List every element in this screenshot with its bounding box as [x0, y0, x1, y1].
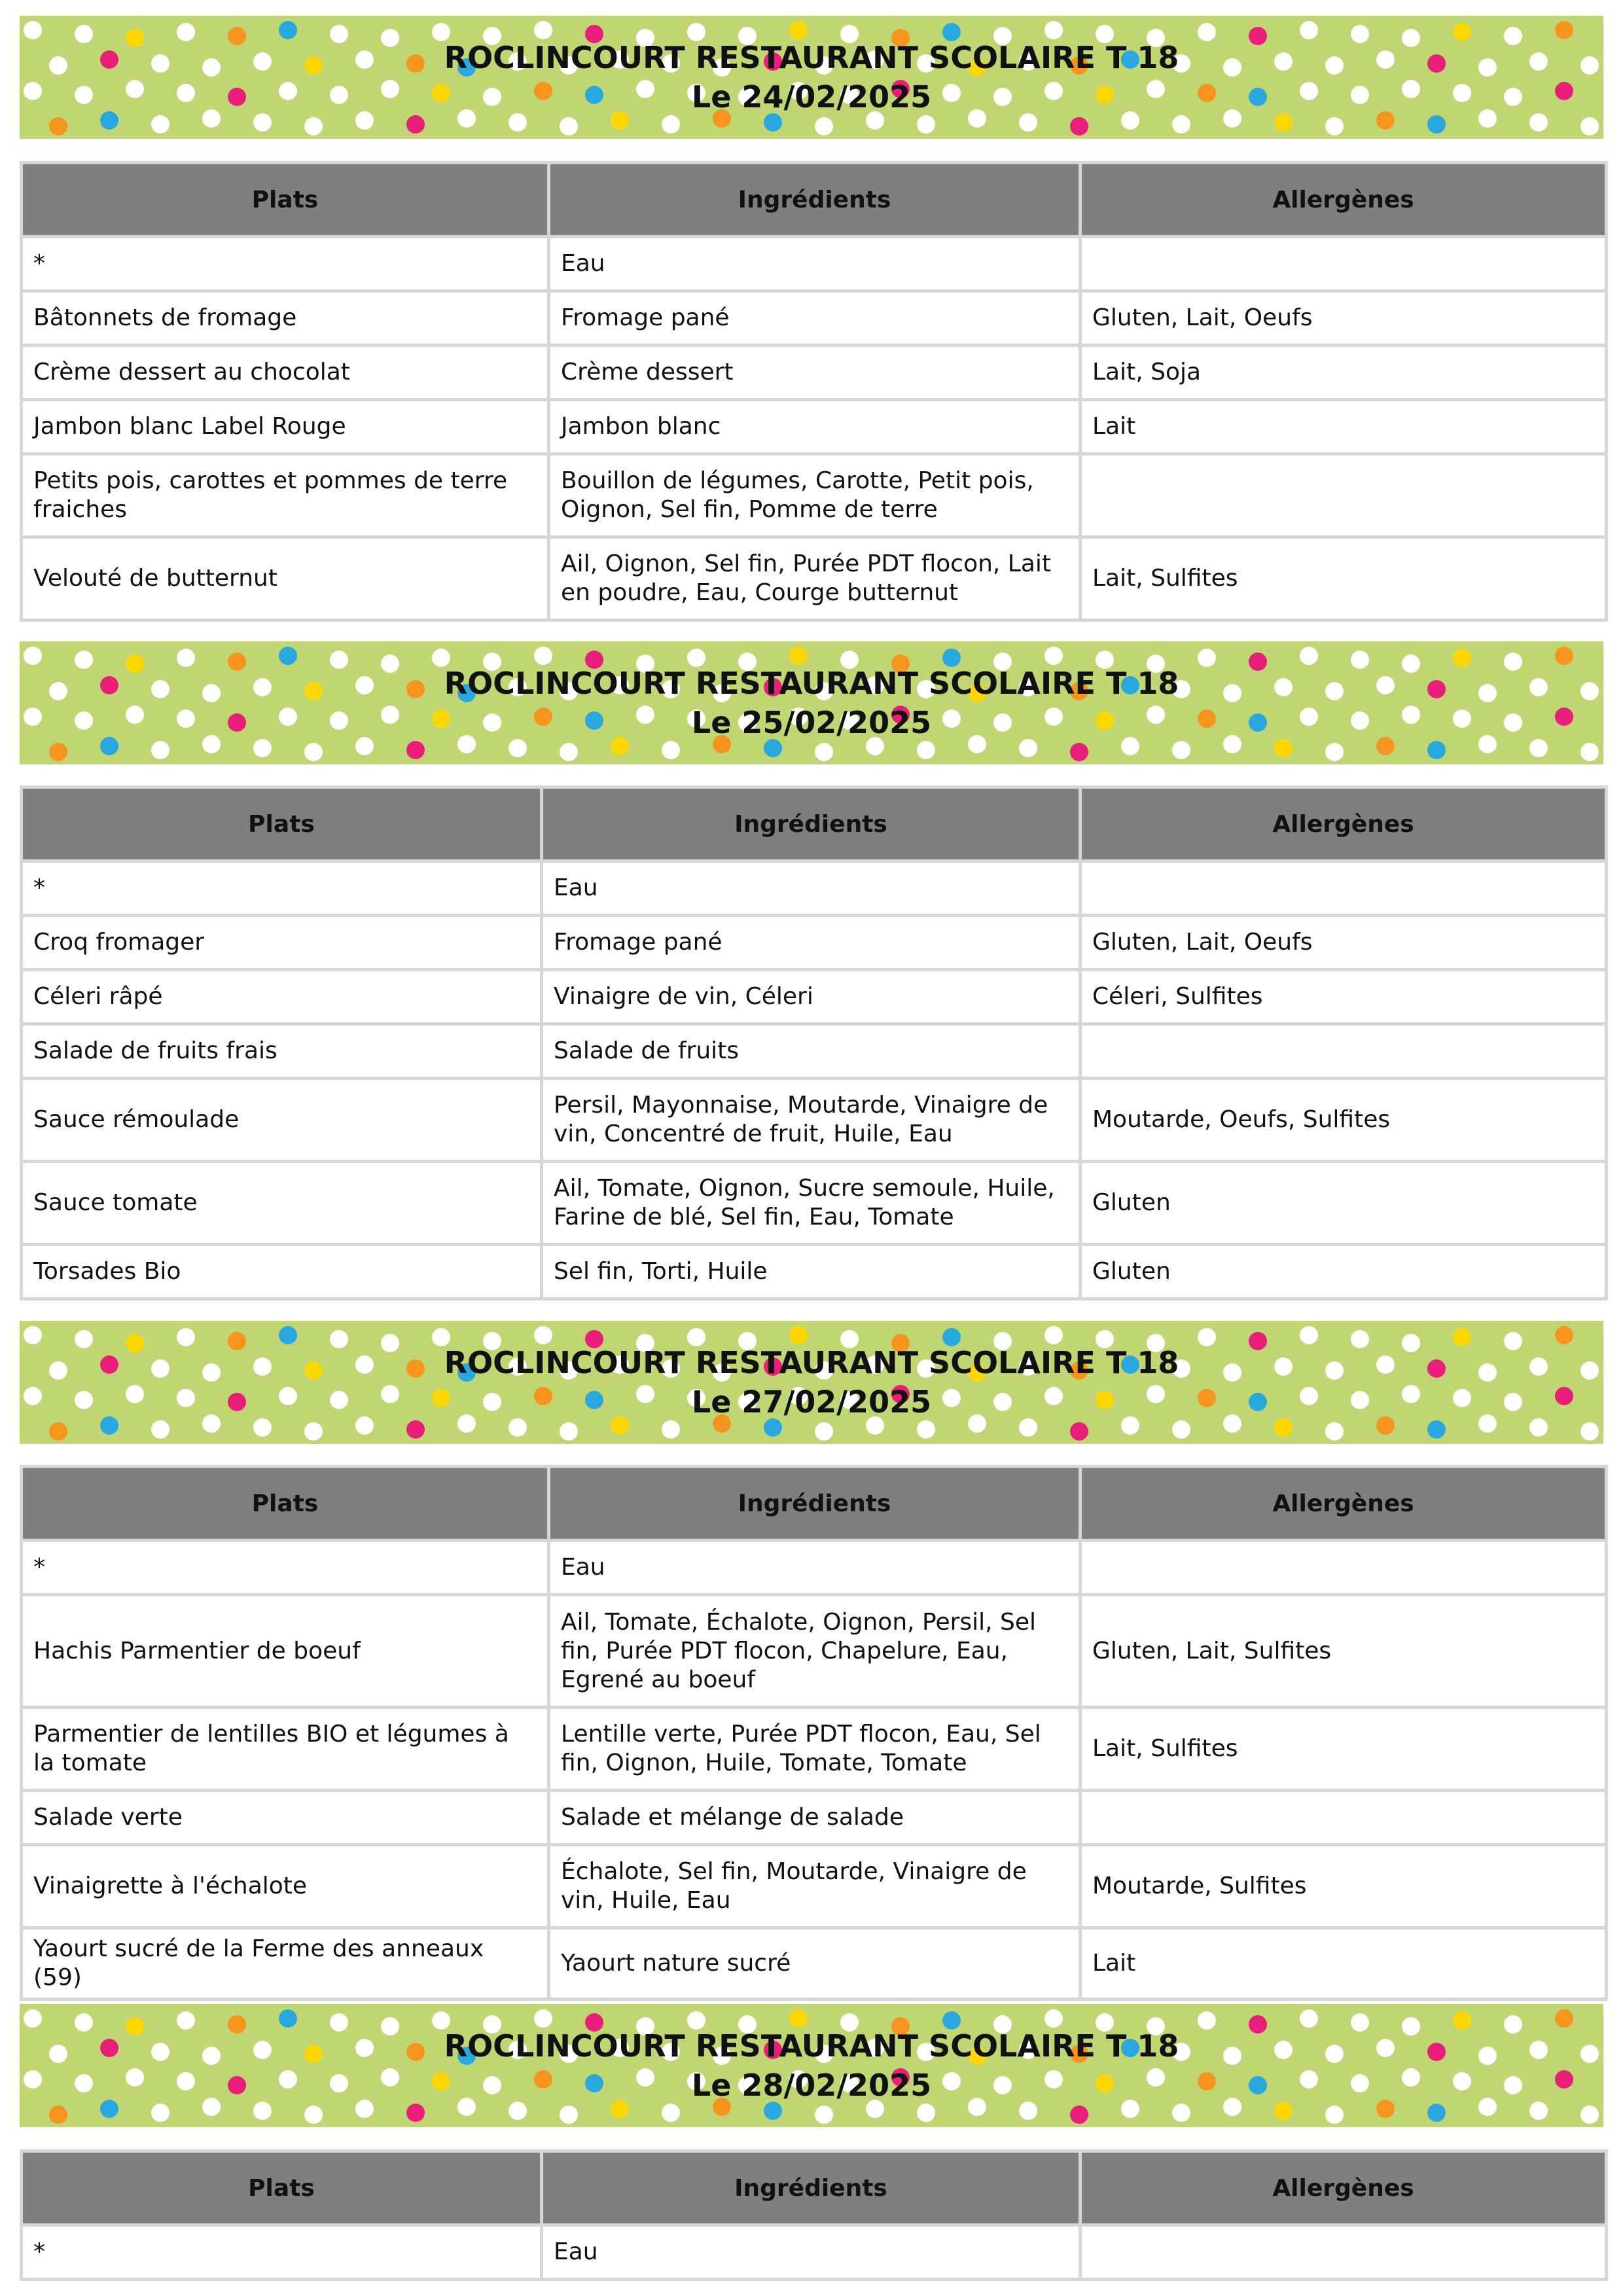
dish-cell: Céleri râpé	[22, 970, 542, 1024]
table-row	[22, 2225, 1607, 2280]
ingredients-cell: Crème dessert	[549, 346, 1080, 400]
menu-table	[20, 161, 1608, 622]
allergens-cell: Moutarde, Sulfites	[1080, 1845, 1607, 1928]
restaurant-title: ROCLINCOURT RESTAURANT SCOLAIRE T 18	[444, 1345, 1179, 1380]
column-header-ingredients: Ingrédients	[549, 1467, 1080, 1541]
day-banner	[20, 1321, 1603, 1444]
restaurant-title: ROCLINCOURT RESTAURANT SCOLAIRE T 18	[444, 666, 1179, 701]
allergens-cell	[1080, 454, 1607, 537]
table-row	[22, 346, 1607, 400]
dish-cell: Petits pois, carottes et pommes de terre fraiches	[22, 454, 549, 537]
column-header-plats: Plats	[22, 787, 542, 861]
table-header-row	[22, 163, 1607, 237]
ingredients-cell: Fromage pané	[542, 916, 1080, 970]
ingredients-cell: Vinaigre de vin, Céleri	[542, 970, 1080, 1024]
dish-cell: Yaourt sucré de la Ferme des anneaux (59)	[22, 1928, 549, 2000]
column-header-allergenes: Allergènes	[1080, 2151, 1607, 2225]
ingredients-cell: Eau	[549, 1541, 1080, 1595]
dish-cell: Velouté de butternut	[22, 537, 549, 620]
ingredients-cell: Sel fin, Torti, Huile	[542, 1245, 1080, 1299]
column-header-plats: Plats	[22, 2151, 542, 2225]
dish-cell: Crème dessert au chocolat	[22, 346, 549, 400]
dish-cell: Salade verte	[22, 1791, 549, 1845]
ingredients-cell: Lentille verte, Purée PDT flocon, Eau, Sel fin, Oignon, Huile, Tomate, Tomate	[549, 1708, 1080, 1791]
ingredients-cell: Eau	[549, 237, 1080, 291]
day-banner	[20, 16, 1603, 139]
allergens-cell	[1080, 2225, 1607, 2280]
dish-cell: Sauce tomate	[22, 1162, 542, 1245]
table-row	[22, 861, 1607, 916]
ingredients-cell: Yaourt nature sucré	[549, 1928, 1080, 2000]
menu-table	[20, 1465, 1608, 2001]
table-row	[22, 1845, 1607, 1928]
table-row	[22, 1079, 1607, 1162]
table-header-row	[22, 787, 1607, 861]
table-row	[22, 970, 1607, 1024]
table-header-row	[22, 1467, 1607, 1541]
restaurant-title: ROCLINCOURT RESTAURANT SCOLAIRE T 18	[444, 2028, 1179, 2064]
ingredients-cell: Salade de fruits	[542, 1024, 1080, 1079]
allergens-cell: Gluten	[1080, 1245, 1607, 1299]
dish-cell: *	[22, 1541, 549, 1595]
allergens-cell: Gluten, Lait, Oeufs	[1080, 291, 1607, 346]
allergens-cell: Gluten, Lait, Sulfites	[1080, 1595, 1607, 1708]
ingredients-cell: Ail, Tomate, Échalote, Oignon, Persil, Sel fin, Purée PDT flocon, Chapelure, Eau, Egrené au boeuf	[549, 1595, 1080, 1708]
column-header-ingredients: Ingrédients	[542, 787, 1080, 861]
table-row	[22, 400, 1607, 454]
ingredients-cell: Eau	[542, 861, 1080, 916]
dish-cell: *	[22, 861, 542, 916]
table-row	[22, 291, 1607, 346]
allergens-cell: Lait, Sulfites	[1080, 1708, 1607, 1791]
column-header-plats: Plats	[22, 1467, 549, 1541]
allergens-cell: Moutarde, Oeufs, Sulfites	[1080, 1079, 1607, 1162]
column-header-plats: Plats	[22, 163, 549, 237]
dish-cell: Sauce rémoulade	[22, 1079, 542, 1162]
ingredients-cell: Jambon blanc	[549, 400, 1080, 454]
table-row	[22, 916, 1607, 970]
allergens-cell	[1080, 1024, 1607, 1079]
dish-cell: *	[22, 237, 549, 291]
allergens-cell: Gluten, Lait, Oeufs	[1080, 916, 1607, 970]
ingredients-cell: Salade et mélange de salade	[549, 1791, 1080, 1845]
allergens-cell: Lait	[1080, 1928, 1607, 2000]
column-header-allergenes: Allergènes	[1080, 1467, 1607, 1541]
day-banner	[20, 641, 1603, 764]
ingredients-cell: Ail, Oignon, Sel fin, Purée PDT flocon, Lait en poudre, Eau, Courge butternut	[549, 537, 1080, 620]
menu-date: Le 27/02/2025	[691, 1384, 932, 1420]
allergens-cell: Lait, Soja	[1080, 346, 1607, 400]
column-header-allergenes: Allergènes	[1080, 787, 1607, 861]
ingredients-cell: Échalote, Sel fin, Moutarde, Vinaigre de vin, Huile, Eau	[549, 1845, 1080, 1928]
dish-cell: Bâtonnets de fromage	[22, 291, 549, 346]
allergens-cell: Gluten	[1080, 1162, 1607, 1245]
table-row	[22, 237, 1607, 291]
menu-table	[20, 785, 1608, 1300]
table-header-row	[22, 2151, 1607, 2225]
table-row	[22, 537, 1607, 620]
day-banner	[20, 2004, 1603, 2127]
dish-cell: Croq fromager	[22, 916, 542, 970]
ingredients-cell: Eau	[542, 2225, 1080, 2280]
table-row	[22, 1928, 1607, 2000]
dish-cell: Jambon blanc Label Rouge	[22, 400, 549, 454]
ingredients-cell: Fromage pané	[549, 291, 1080, 346]
allergens-cell	[1080, 1791, 1607, 1845]
dish-cell: Vinaigrette à l'échalote	[22, 1845, 549, 1928]
dish-cell: Salade de fruits frais	[22, 1024, 542, 1079]
menu-table	[20, 2149, 1608, 2281]
column-header-ingredients: Ingrédients	[542, 2151, 1080, 2225]
table-row	[22, 454, 1607, 537]
ingredients-cell: Ail, Tomate, Oignon, Sucre semoule, Huile, Farine de blé, Sel fin, Eau, Tomate	[542, 1162, 1080, 1245]
allergens-cell: Lait	[1080, 400, 1607, 454]
column-header-ingredients: Ingrédients	[549, 163, 1080, 237]
table-row	[22, 1708, 1607, 1791]
allergens-cell	[1080, 1541, 1607, 1595]
restaurant-title: ROCLINCOURT RESTAURANT SCOLAIRE T 18	[444, 40, 1179, 75]
table-row	[22, 1162, 1607, 1245]
table-row	[22, 1541, 1607, 1595]
table-row	[22, 1595, 1607, 1708]
table-row	[22, 1024, 1607, 1079]
allergens-cell: Lait, Sulfites	[1080, 537, 1607, 620]
dish-cell: Hachis Parmentier de boeuf	[22, 1595, 549, 1708]
dish-cell: *	[22, 2225, 542, 2280]
menu-date: Le 28/02/2025	[691, 2068, 932, 2103]
allergens-cell	[1080, 861, 1607, 916]
dish-cell: Torsades Bio	[22, 1245, 542, 1299]
menu-date: Le 25/02/2025	[691, 705, 932, 740]
column-header-allergenes: Allergènes	[1080, 163, 1607, 237]
ingredients-cell: Persil, Mayonnaise, Moutarde, Vinaigre de vin, Concentré de fruit, Huile, Eau	[542, 1079, 1080, 1162]
table-row	[22, 1791, 1607, 1845]
dish-cell: Parmentier de lentilles BIO et légumes à la tomate	[22, 1708, 549, 1791]
allergens-cell: Céleri, Sulfites	[1080, 970, 1607, 1024]
menu-date: Le 24/02/2025	[691, 79, 932, 115]
allergens-cell	[1080, 237, 1607, 291]
table-row	[22, 1245, 1607, 1299]
ingredients-cell: Bouillon de légumes, Carotte, Petit pois, Oignon, Sel fin, Pomme de terre	[549, 454, 1080, 537]
